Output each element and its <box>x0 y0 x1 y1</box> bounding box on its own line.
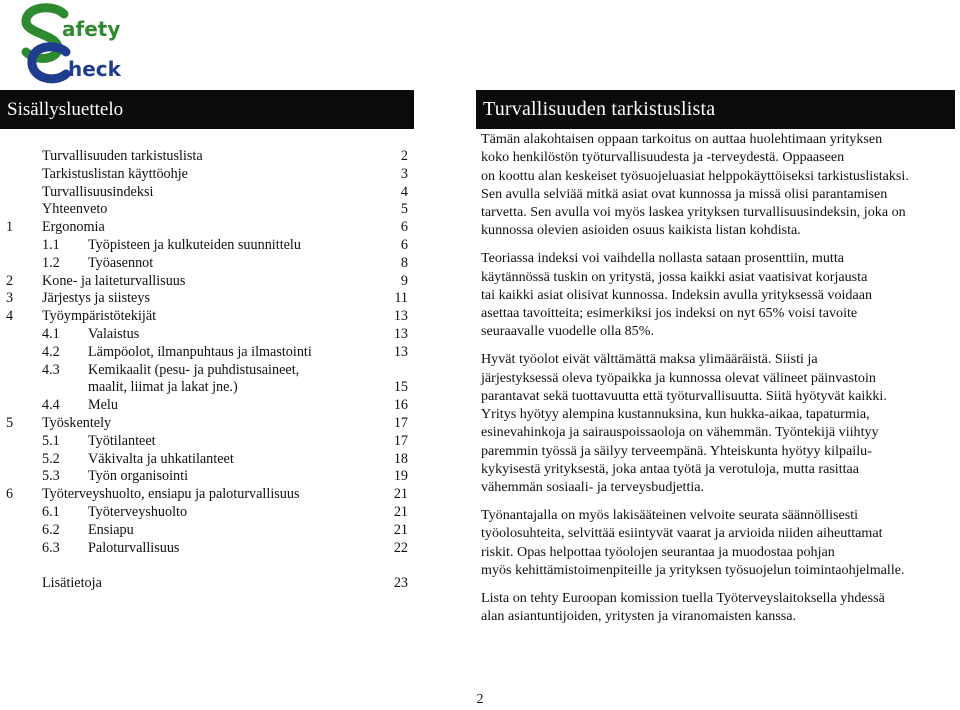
toc-section-number: 4.4 <box>42 397 60 414</box>
toc-spacer <box>0 557 420 575</box>
toc-page-number: 21 <box>393 521 408 538</box>
toc-page-number: 3 <box>400 165 408 182</box>
toc-page-number: 16 <box>393 397 408 414</box>
toc-entry-title: Paloturvallisuus <box>88 539 180 556</box>
toc-page-number: 18 <box>393 450 408 467</box>
toc-row <box>0 326 420 344</box>
toc-page-number: 8 <box>400 254 408 271</box>
paragraph-line: Sen avulla selviää mitkä asiat ovat kunnossa ja missä olisi parantamisen <box>481 185 888 202</box>
toc-row <box>0 486 420 504</box>
toc-row <box>0 184 420 202</box>
page-number: 2 <box>476 692 484 707</box>
toc-row <box>0 379 420 397</box>
toc-entry-title: Turvallisuusindeksi <box>42 183 154 200</box>
paragraph-line: riskit. Opas helpottaa työolojen seurantaa ja muodostaa pohjan <box>481 543 835 560</box>
toc-page-number: 6 <box>400 219 408 236</box>
toc-chapter-number: 3 <box>6 290 14 307</box>
toc-row <box>0 362 420 380</box>
toc-section-number: 6.1 <box>42 503 60 520</box>
toc-entry-title: Kemikaalit (pesu- ja puhdistusaineet, <box>88 361 300 378</box>
toc-row <box>0 344 420 362</box>
toc-row <box>0 415 420 433</box>
toc-entry-title: Ergonomia <box>42 219 105 236</box>
paragraph <box>481 249 951 340</box>
paragraph-line: käytännössä tuskin on yritystä, jossa kaikki asiat vaatisivat korjausta <box>481 268 868 285</box>
toc-entry-title: Työterveyshuolto <box>88 503 188 520</box>
toc-page-number: 9 <box>400 272 408 289</box>
toc-page-number: 17 <box>393 414 408 431</box>
paragraph <box>481 506 951 579</box>
toc-chapter-number: 1 <box>6 219 14 236</box>
toc-page-number: 2 <box>400 148 408 164</box>
paragraph-line: järjestyksessä oleva työpaikka ja kunnossa olevat välineet päinvastoin <box>481 369 876 386</box>
toc-entry-title: Työpisteen ja kulkuteiden suunnittelu <box>88 236 301 253</box>
logo-text-check: heck <box>68 57 121 81</box>
toc-entry-title: Lisätietoja <box>42 575 102 592</box>
toc-section-number: 5.1 <box>42 432 60 449</box>
toc-chapter-number: 2 <box>6 272 14 289</box>
logo-text-safety: afety <box>62 17 121 41</box>
paragraph-line: alan asiantuntijoiden, yritysten ja viranomaisten kanssa. <box>481 608 797 625</box>
toc-page-number: 5 <box>400 201 408 218</box>
table-of-contents <box>0 148 420 593</box>
paragraph <box>481 350 951 496</box>
toc-page-number: 13 <box>393 308 408 325</box>
toc-page-number: 15 <box>393 379 408 396</box>
toc-entry-title: Työympäristötekijät <box>42 308 157 325</box>
toc-entry-title: Kone- ja laiteturvallisuus <box>42 272 186 289</box>
toc-row <box>0 451 420 469</box>
toc-section-number: 6.3 <box>42 539 60 556</box>
toc-entry-title: Työn organisointi <box>88 468 189 485</box>
toc-row <box>0 237 420 255</box>
paragraph <box>481 130 951 240</box>
toc-entry-title: Työtilanteet <box>88 432 156 449</box>
toc-entry-title: Ensiapu <box>88 521 134 538</box>
toc-page-number: 6 <box>400 236 408 253</box>
paragraph-line: vähemmän sosiaali- ja terveysbudjettia. <box>481 479 705 496</box>
toc-page-number: 19 <box>393 468 408 485</box>
toc-row <box>0 397 420 415</box>
paragraph-line: myös kehittämistoimenpiteille ja yrityksen työsuojelun toimintaohjelmalle. <box>481 562 905 579</box>
paragraph-line: parantavat sekä tuottavuutta että työturvallisuutta. Siitä hyötyvät kaikki. <box>481 387 887 404</box>
toc-row <box>0 308 420 326</box>
toc-section-number: 1.2 <box>42 254 60 271</box>
paragraph-line: Lista on tehty Euroopan komission tuella Työterveyslaitoksella yhdessä <box>481 589 885 606</box>
toc-entry-title: Lämpöolot, ilmanpuhtaus ja ilmastointi <box>88 343 312 360</box>
toc-page-number: 23 <box>393 575 408 592</box>
toc-chapter-number: 5 <box>6 414 14 431</box>
paragraph-line: Teoriassa indeksi voi vaihdella nollasta sataan prosenttiin, mutta <box>481 250 845 267</box>
paragraph-line: Työnantajalla on myös lakisääteinen velvoite seurata säännöllisesti <box>481 507 859 524</box>
toc-section-number: 5.3 <box>42 468 60 485</box>
toc-row <box>0 540 420 558</box>
toc-entry-title: Väkivalta ja uhkatilanteet <box>88 450 234 467</box>
paragraph-line: tarvetta. Sen avulla voi myös laskea yrityksen turvallisuusindeksin, joka on <box>481 204 906 221</box>
paragraph <box>481 589 951 626</box>
toc-entry-title: Työskentely <box>42 414 112 431</box>
body-text <box>481 130 951 635</box>
logo-graphic <box>18 2 138 88</box>
toc-page-number: 13 <box>393 343 408 360</box>
paragraph-line: koko henkilöstön työturvallisuudesta ja -terveydestä. Oppaaseen <box>481 149 845 166</box>
toc-entry-title: maalit, liimat ja lakat jne.) <box>88 379 238 396</box>
paragraph-line: kunnossa olevien asioiden osuus kaikista listan kohdista. <box>481 222 801 239</box>
toc-row <box>0 148 420 166</box>
paragraph-line: asettaa tavoitteita; esimerkiksi jos indeksi on nyt 65% voisi tavoite <box>481 305 858 322</box>
toc-row-extra <box>0 575 420 593</box>
toc-section-number: 4.3 <box>42 361 60 378</box>
toc-section-number: 1.1 <box>42 236 60 253</box>
toc-entry-title: Melu <box>88 397 118 414</box>
toc-section-number: 6.2 <box>42 521 60 538</box>
safety-check-logo <box>18 2 138 88</box>
paragraph-line: työolosuhteita, selvittää esiintyvät vaarat ja arvioida niiden aiheuttamat <box>481 525 883 542</box>
logo-letter-c <box>32 47 66 79</box>
toc-page-number: 4 <box>400 183 408 200</box>
toc-row <box>0 290 420 308</box>
paragraph-line: kykyisestä yrityksestä, joka antaa työtä ja verotuloja, mutta rasittaa <box>481 461 860 478</box>
paragraph-line: Yritys hyötyy alempina kustannuksina, kun hukka-aikaa, tapaturmia, <box>481 406 870 423</box>
toc-entry-title: Yhteenveto <box>42 201 108 218</box>
toc-page-number: 22 <box>393 539 408 556</box>
toc-row <box>0 219 420 237</box>
toc-page-number: 17 <box>393 432 408 449</box>
toc-row <box>0 433 420 451</box>
toc-header: Sisällysluettelo <box>0 90 414 129</box>
paragraph-line: seuraavalle vuodelle olla 85%. <box>481 323 654 340</box>
toc-section-number: 4.1 <box>42 325 60 342</box>
toc-page-number: 13 <box>393 325 408 342</box>
paragraph-line: paremmin työssä ja säilyy terveempänä. Yhteiskunta hyötyy kilpailu- <box>481 442 872 459</box>
toc-chapter-number: 4 <box>6 308 14 325</box>
section-header: Turvallisuuden tarkistuslista <box>476 90 955 129</box>
toc-row <box>0 468 420 486</box>
toc-entry-title: Valaistus <box>88 325 140 342</box>
toc-entry-title: Turvallisuuden tarkistuslista <box>42 148 203 164</box>
toc-page-number: 21 <box>393 503 408 520</box>
toc-entry-title: Järjestys ja siisteys <box>42 290 150 307</box>
toc-entry-title: Työterveyshuolto, ensiapu ja paloturvallisuus <box>42 486 300 503</box>
paragraph-line: Tämän alakohtaisen oppaan tarkoitus on auttaa huolehtimaan yrityksen <box>481 131 883 147</box>
paragraph-line: esinevahinkoja ja sairauspoissaoloja on vähemmän. Työntekijä viihtyy <box>481 424 879 441</box>
paragraph-line: on koottu alan keskeiset työsuojeluasiat helppokäyttöiseksi tarkistuslistaksi. <box>481 167 909 184</box>
toc-entry-title: Työasennot <box>88 254 154 271</box>
toc-entry-title: Tarkistuslistan käyttöohje <box>42 165 188 182</box>
toc-section-number: 4.2 <box>42 343 60 360</box>
toc-row <box>0 201 420 219</box>
toc-row <box>0 273 420 291</box>
toc-page-number: 11 <box>394 290 408 307</box>
toc-chapter-number: 6 <box>6 486 14 503</box>
toc-section-number: 5.2 <box>42 450 60 467</box>
paragraph-line: tai kaikki asiat olisivat kunnossa. Indeksin avulla yrityksessä voidaan <box>481 286 873 303</box>
toc-row <box>0 255 420 273</box>
toc-row <box>0 504 420 522</box>
paragraph-line: Hyvät työolot eivät välttämättä maksa ylimääräistä. Siisti ja <box>481 351 818 368</box>
toc-row <box>0 166 420 184</box>
toc-row <box>0 522 420 540</box>
toc-page-number: 21 <box>393 486 408 503</box>
